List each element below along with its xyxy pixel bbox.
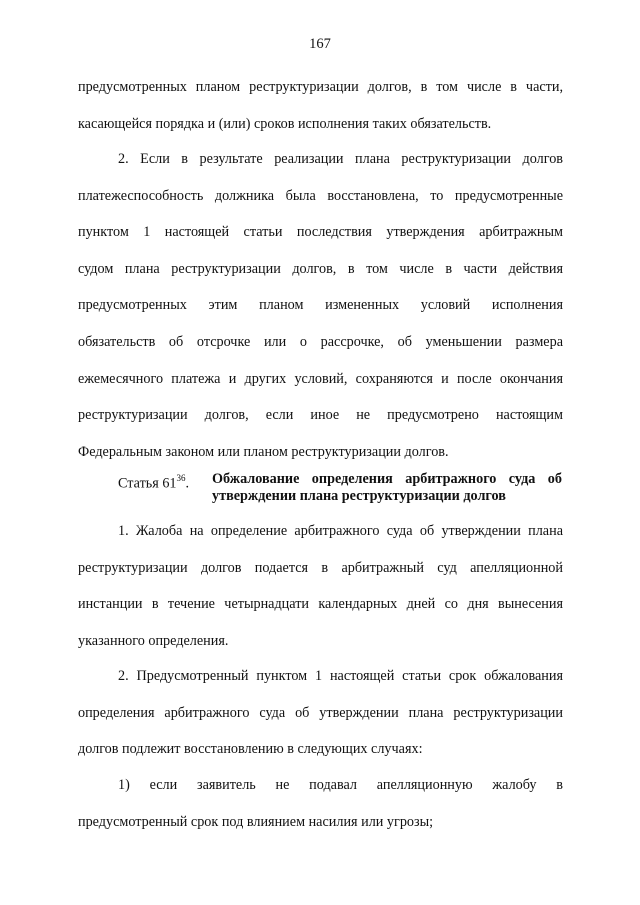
article-paragraph-2 <box>78 666 563 776</box>
text-line: касающейся порядка и (или) сроков исполнения таких обязательств. <box>78 115 492 132</box>
article-label: Статья $61^{36}$. <box>118 473 190 492</box>
text-line: 1. Жалоба на определение арбитражного суда об утверждении плана <box>118 523 563 539</box>
article-paragraph-1 <box>78 521 563 667</box>
text-line: 2. Если в результате реализации плана реструктуризации долгов <box>118 151 563 167</box>
text-line: судом плана реструктуризации долгов, в том числе в части действия <box>78 260 563 277</box>
text-line: инстанции в течение четырнадцати календарных дней со дня вынесения <box>78 596 563 613</box>
text-line: предусмотренных планом реструктуризации долгов, в том числе в части, <box>78 79 563 95</box>
text-line: обязательств об отсрочке или о рассрочке, об уменьшении размера <box>78 333 563 350</box>
text-line: ежемесячного платежа и других условий, сохраняются и после окончания <box>78 370 563 387</box>
article-heading <box>118 471 568 505</box>
text-line: определения арбитражного суда об утверждении плана реструктуризации <box>78 704 563 721</box>
text-line: пунктом 1 настоящей статьи последствия утверждения арбитражным <box>78 224 563 241</box>
text-line: платежеспособность должника была восстановлена, то предусмотренные <box>78 187 563 204</box>
text-line: 2. Предусмотренный пунктом 1 настоящей статьи срок обжалования <box>118 668 563 684</box>
text-line: реструктуризации долгов подается в арбитражный суд апелляционной <box>78 559 563 576</box>
text-line: указанного определения. <box>78 632 229 649</box>
text-line: долгов подлежит восстановлению в следующих случаях: <box>78 741 423 758</box>
text-line: 1) если заявитель не подавал апелляционную жалобу в <box>118 777 563 793</box>
text-line: предусмотренный срок под влиянием насилия или угрозы; <box>78 813 434 830</box>
paragraph-continuation <box>78 77 563 150</box>
text-line: Федеральным законом или планом реструктуризации долгов. <box>78 443 449 460</box>
paragraph-item-2 <box>78 149 563 478</box>
article-title: Обжалование определения арбитражного суда об утверждении плана реструктуризации долгов <box>212 471 562 504</box>
text-line: предусмотренных этим планом измененных условий исполнения <box>78 297 563 314</box>
article-subitem-1 <box>78 775 563 848</box>
page-number: 167 <box>309 36 331 52</box>
text-line: реструктуризации долгов, если иное не предусмотрено настоящим <box>78 407 563 424</box>
